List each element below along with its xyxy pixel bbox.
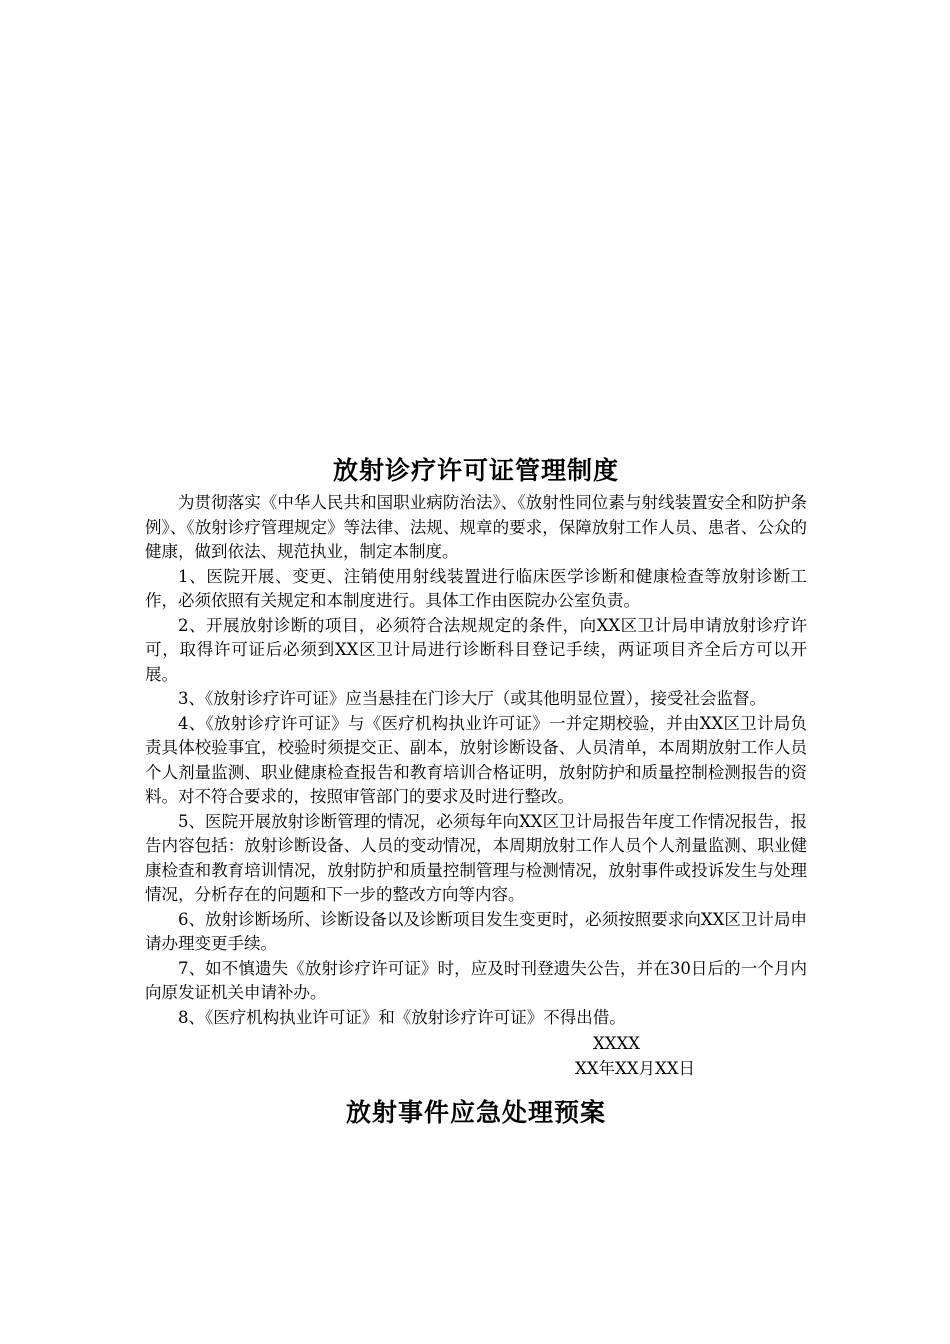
document-title: 放射诊疗许可证管理制度 (332, 456, 619, 485)
document-body (145, 451, 807, 1133)
clause-3-paragraph: 3、《放射诊疗许可证》应当悬挂在门诊大厅（或其他明显位置），接受社会监督。 (178, 689, 766, 708)
clause-2-paragraph: 2、开展放射诊断的项目，必须符合法规规定的条件，向XX区卫计局申请放射诊疗许可，取得许可证后必须到XX区卫计局进行诊断科目登记手续，两证项目齐全后方可以开展。 (145, 615, 807, 684)
intro-paragraph: 为贯彻落实《中华人民共和国职业病防治法》、《放射性同位素与射线装置安全和防护条例》、《放射诊疗管理规定》等法律、法规、规章的要求，保障放射工作人员、患者、公众的健康，做到依法、规范执业，制定本制度。 (145, 493, 807, 561)
signature-organization: XXXX (593, 1034, 640, 1053)
clause-5-paragraph: 5、医院开展放射诊断管理的情况，必须每年向XX区卫计局报告年度工作情况报告，报告内容包括：放射诊断设备、人员的变动情况，本周期放射工作人员个人剂量监测、职业健康检查和教育培训情况，放射防护和质量控制管理与检测情况，放射事件或投诉发生与处理情况，分析存在的问题和下一步的整改方向等内容。 (145, 811, 807, 904)
next-section-title: 放射事件应急处理预案 (345, 1098, 606, 1127)
clause-7-paragraph: 7、如不慎遗失《放射诊疗许可证》时，应及时刊登遗失公告，并在30日后的一个月内向原发证机关申请补办。 (145, 958, 807, 1002)
clause-1-paragraph: 1、医院开展、变更、注销使用射线装置进行临床医学诊断和健康检查等放射诊断工作，必须依照有关规定和本制度进行。具体工作由医院办公室负责。 (145, 566, 807, 610)
signature-date: XX年XX月XX日 (575, 1058, 695, 1078)
clause-4-paragraph: 4、《放射诊疗许可证》与《医疗机构执业许可证》一并定期校验，并由XX区卫计局负责具体校验事宜，校验时须提交正、副本，放射诊断设备、人员清单，本周期放射工作人员个人剂量监测、职业健康检查报告和教育培训合格证明，放射防护和质量控制检测报告的资料。对不符合要求的，按照审管部门的要求及时进行整改。 (145, 713, 807, 806)
clause-8-paragraph: 8、《医疗机构执业许可证》和《放射诊疗许可证》不得出借。 (178, 1007, 626, 1027)
clause-6-paragraph: 6、放射诊断场所、诊断设备以及诊断项目发生变更时，必须按照要求向XX区卫计局申请办理变更手续。 (145, 909, 807, 953)
